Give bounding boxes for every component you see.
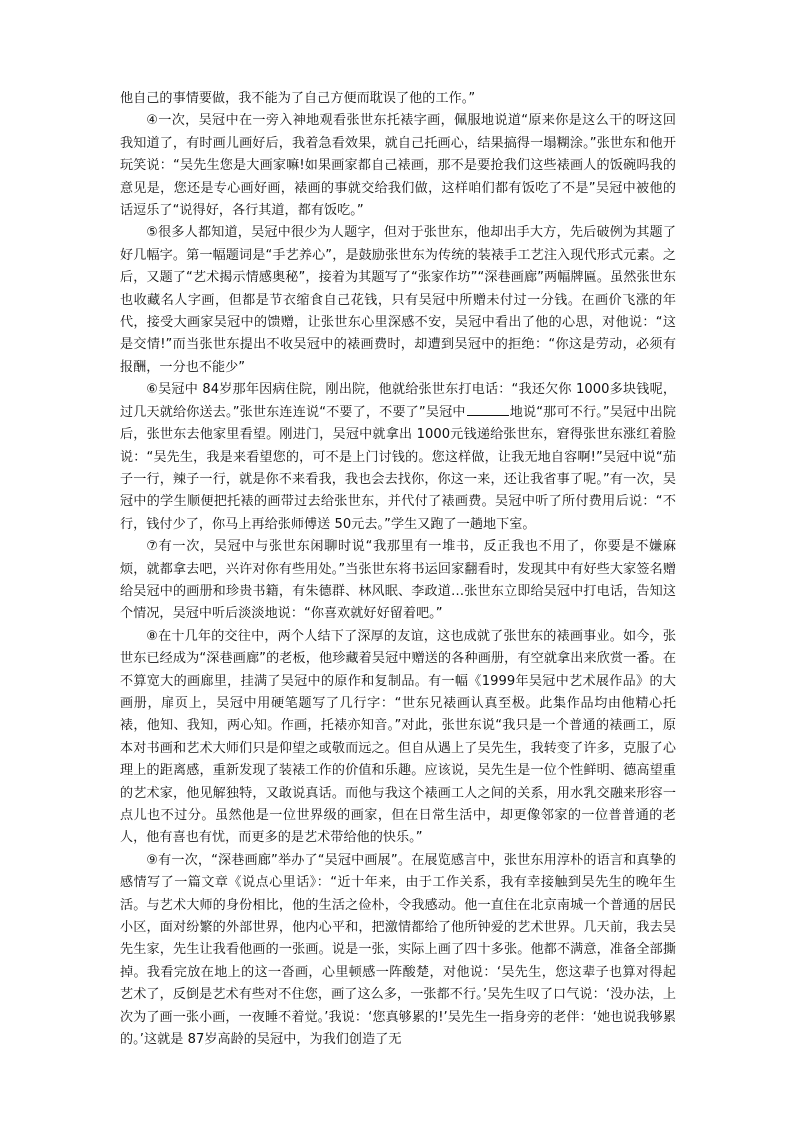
paragraph-5: ⑤很多人都知道，吴冠中很少为人题字，但对于张世东，他却出手大方，先后破例为其题了好几幅字。第一幅题词是“手艺养心”，是鼓励张世东为传统的装裱手工艺注入现代形式元素。之后，又题了“艺术揭示情感奥秘”，接着为其题写了“张家作坊”“深巷画廊”两幅牌匾。虽然张世东也收藏名人字画，但都是节衣缩食自己花钱，只有吴冠中所赠未付过一分钱。在画价飞涨的年代，接受大画家吴冠中的馈赠，让张世东心里深感不安，吴冠中看出了他的心思，对他说：“这是交情!”而当张世东提出不收吴冠中的裱画费时，却遭到吴冠中的拒绝：“你这是劳动，必须有报酬，一分也不能少” [120,225,676,375]
fill-in-blank [467,403,509,416]
document-page [120,88,676,1051]
paragraph-8: ⑧在十几年的交往中，两个人结下了深厚的友谊，这也成就了张世东的裱画事业。如今，张世东已经成为“深巷画廊”的老板，他珍藏着吴冠中赠送的各种画册，有空就拿出来欣赏一番。在不算宽大的画廊里，挂满了吴冠中的原作和复制品。有一幅《1999年吴冠中艺术展作品》的大画册，扉页上，吴冠中用硬笔题写了几行字：“世东兄裱画认真至极。此集作品均由他精心托裱，他知、我知，两心知。作画，托裱亦知音。”对此，张世东说“我只是一个普通的裱画工，原本对书画和艺术大师们只是仰望之或敬而远之。但自从遇上了吴先生，我转变了许多，克服了心理上的距离感，重新发现了装裱工作的价值和乐趣。应该说，吴先生是一位个性鲜明、德高望重的艺术家，他见解独特，又敢说真话。而他与我这个裱画工人之间的关系，用水乳交融来形容一点儿也不过分。虽然他是一位世界级的画家，但在日常生活中，却更像邻家的一位普普通的老人，他有喜也有忧，而更多的是艺术带给他的快乐。” [120,628,676,846]
paragraph-7: ⑦有一次，吴冠中与张世东闲聊时说“我那里有一堆书，反正我也不用了，你要是不嫌麻烦，就都拿去吧，兴许对你有些用处。”当张世东将书运回家翻看时，发现其中有好些大家签名赠给吴冠中的画册和珍贵书籍，有朱德群、林风眠、李政道…张世东立即给吴冠中打电话，告知这个情况，吴冠中听后淡淡地说：“你喜欢就好好留着吧。” [120,539,676,622]
paragraph-6-part-b: 地说“那可不行。”吴冠中出院后，张世东去他家里看望。刚进门，吴冠中就拿出 1000元钱递给张世东，窘得张世东涨红着脸说：“吴先生，我是来看望您的，可不是上门讨钱的。您这样做，让我无地自容啊!”吴冠中说“茄子一行，辣子一行，就是你不来看我，我也会去找你，你这一来，还让我省事了呢。”有一次，吴冠中的学生顺便把托裱的画带过去给张世东，并代付了裱画费。吴冠中听了所付费用后说：“不行，钱付少了，你马上再给张师傅送 50元去。”学生又跑了一趟地下室。 [120,404,677,532]
paragraph-6 [120,379,676,536]
paragraph-continuation: 他自己的事情要做，我不能为了自己方便而耽误了他的工作。” [120,91,476,106]
paragraph-4: ④一次，吴冠中在一旁入神地观看张世东托裱字画，佩服地说道“原来你是这么干的呀这回我知道了，有时画儿画好后，我着急看效果，就自己托画心，结果搞得一塌糊涂。”张世东和他开玩笑说：“吴先生您是大画家嘛!如果画家都自己裱画，那不是要抢我们这些裱画人的饭碗吗我的意见是，您还是专心画好画，裱画的事就交给我们做，这样咱们都有饭吃了不是”吴冠中被他的话逗乐了“说得好，各行其道，都有饭吃。” [120,113,676,219]
paragraph-9: ⑨有一次，“深巷画廊”举办了“吴冠中画展”。在展览感言中，张世东用淳朴的语言和真挚的感情写了一篇文章《说点心里话》：“近十年来，由于工作关系，我有幸接触到吴先生的晚年生活。与艺术大师的身份相比，他的生活之俭朴，令我感动。他一直住在北京南城一个普通的居民小区，面对纷繁的外部世界，他内心平和，把激情都给了他所钟爱的艺术世界。几天前，我去吴先生家，先生让我看他画的一张画。说是一张，实际上画了四十多张。他都不满意，准备全部撕掉。我看完放在地上的这一沓画，心里顿感一阵酸楚，对他说：‘吴先生，您这辈子也算对得起艺术了，反倒是艺术有些对不住您，画了这么多，一张都不行。’吴先生叹了口气说：‘没办法，上次为了画一张小画，一夜睡不着觉。’我说：‘您真够累的!’吴先生一指身旁的老伴：‘她也说我够累的。’这就是 87岁高龄的吴冠中，为我们创造了无 [120,852,676,1048]
paragraph-6-part-a: ⑥吴冠中 84岁那年因病住院，刚出院，他就给张世东打电话：“我还欠你 1000多块钱呢，过几天就给你送去。”张世东连连说“不要了，不要了”吴冠中 [120,382,676,420]
